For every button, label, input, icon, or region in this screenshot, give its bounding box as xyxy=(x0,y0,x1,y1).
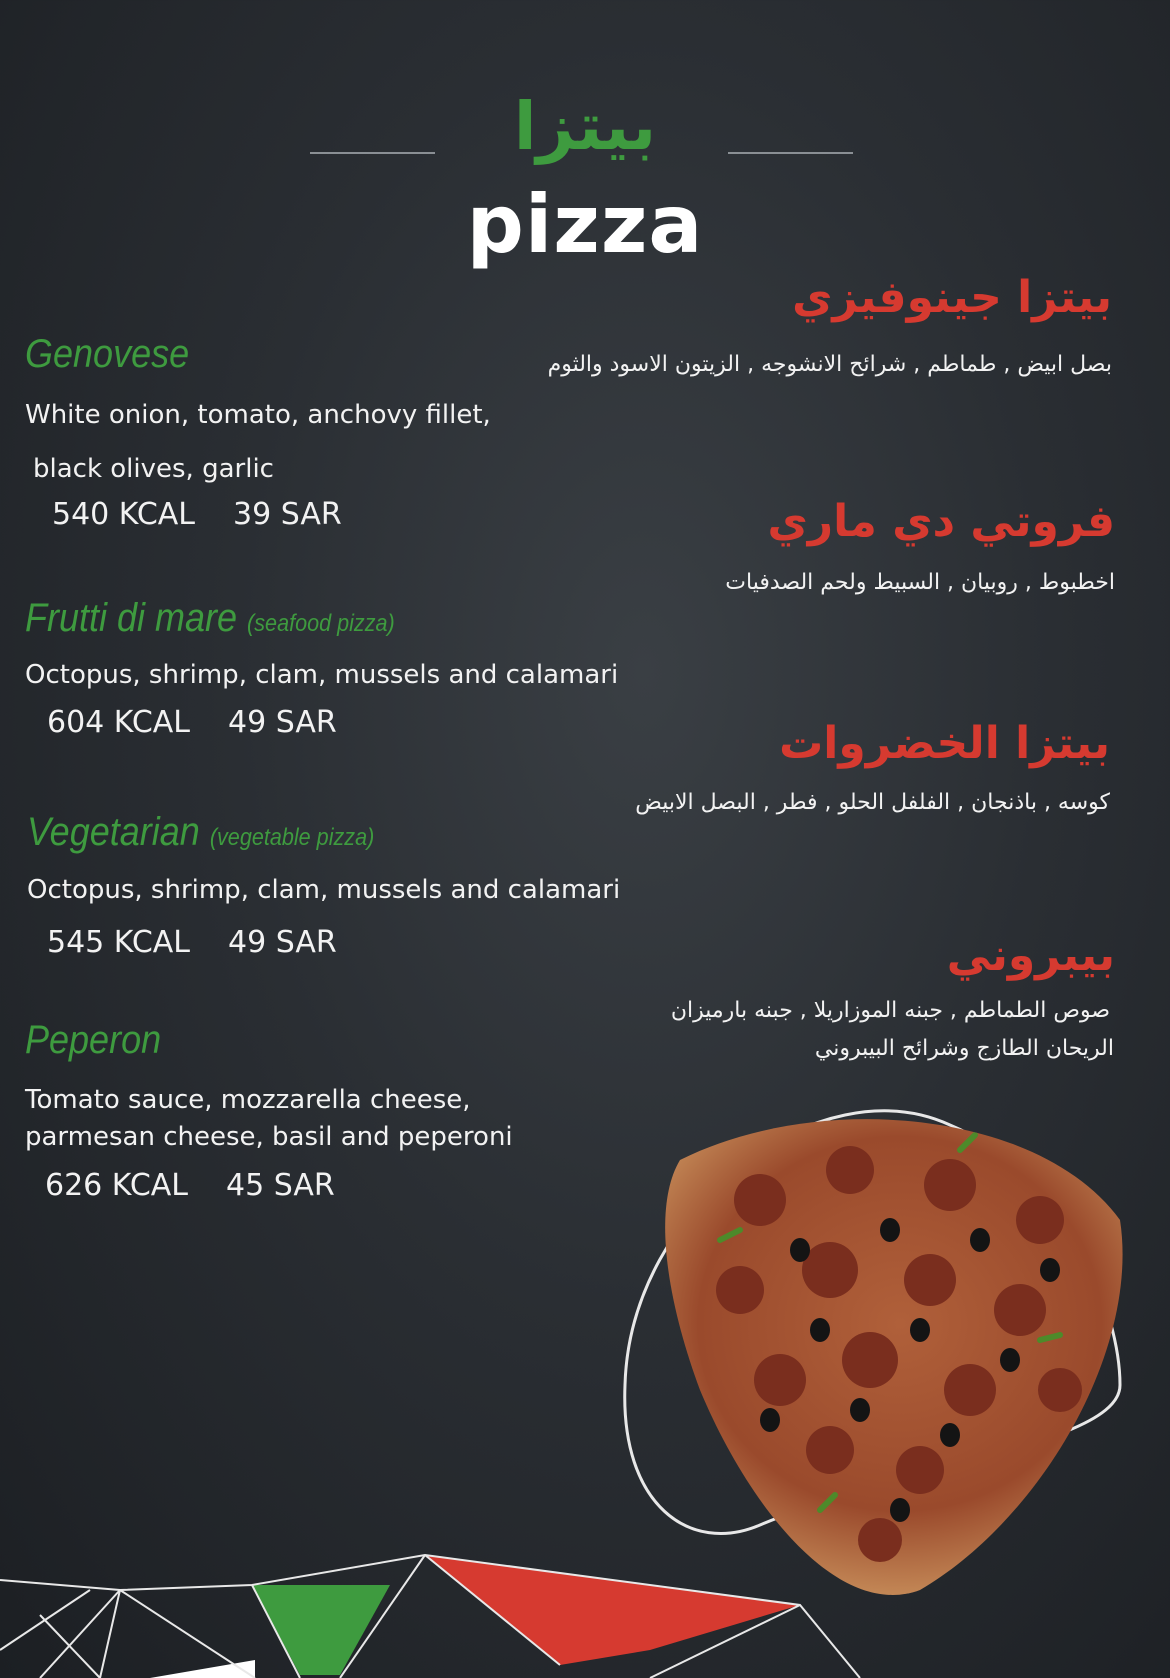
item-peperon-desc-line2: parmesan cheese, basil and peperoni xyxy=(25,1122,513,1152)
item-vegetarian-name: Vegetarian (vegetable pizza) xyxy=(27,810,375,854)
item-frutti-name: Frutti di mare (seafood pizza) xyxy=(25,596,395,640)
item-vegetarian-kcal: 545 KCAL xyxy=(47,925,191,960)
item-genovese-kcal: 540 KCAL xyxy=(52,497,196,532)
item-peperon-kcal: 626 KCAL xyxy=(45,1168,189,1203)
item-peperon-desc-ar-line2: الريحان الطازج وشرائح البيبروني xyxy=(814,1036,1114,1061)
item-peperon-name-ar: بيبروني xyxy=(946,930,1115,981)
item-frutti-price: 49 SAR xyxy=(228,705,337,740)
flag-decoration-icon xyxy=(0,1540,900,1678)
item-vegetarian-sub: (vegetable pizza) xyxy=(209,824,375,851)
item-frutti-desc-ar: اخطبوط , روبيان , السبيط ولحم الصدفيات xyxy=(725,570,1115,595)
item-frutti-sub: (seafood pizza) xyxy=(247,610,395,637)
item-frutti-desc: Octopus, shrimp, clam, mussels and calamari xyxy=(25,660,619,690)
item-peperon-price-row xyxy=(45,1168,335,1203)
item-vegetarian-name-ar: بيتزا الخضروات xyxy=(779,718,1110,769)
item-vegetarian-desc: Octopus, shrimp, clam, mussels and calamari xyxy=(27,875,621,905)
item-vegetarian-price: 49 SAR xyxy=(228,925,337,960)
pizza-photo-icon xyxy=(620,1090,1170,1610)
item-peperon-desc-ar-line1: صوص الطماطم , جبنه الموزاريلا , جبنه بارميزان xyxy=(670,998,1110,1023)
item-genovese-price: 39 SAR xyxy=(233,497,342,532)
item-peperon-price: 45 SAR xyxy=(226,1168,335,1203)
item-genovese-desc-ar: بصل ابيض , طماطم , شرائح الانشوجه , الزيتون الاسود والثوم xyxy=(547,352,1112,377)
item-genovese-desc-line1: White onion, tomato, anchovy fillet, xyxy=(25,400,491,430)
item-peperon-name: Peperon xyxy=(25,1018,162,1062)
item-genovese-name-ar: بيتزا جينوفيزي xyxy=(792,272,1112,323)
item-genovese-name: Genovese xyxy=(25,332,190,376)
item-frutti-kcal: 604 KCAL xyxy=(47,705,191,740)
title-arabic: بيتزا xyxy=(513,88,657,165)
item-vegetarian-price-row xyxy=(47,925,337,960)
item-genovese-price-row xyxy=(52,497,342,532)
item-genovese-desc-line2: black olives, garlic xyxy=(33,454,274,484)
item-peperon-desc-line1: Tomato sauce, mozzarella cheese, xyxy=(25,1085,471,1115)
item-vegetarian-desc-ar: كوسه , باذنجان , الفلفل الحلو , فطر , البصل الابيض xyxy=(635,790,1110,815)
item-frutti-price-row xyxy=(47,705,337,740)
item-frutti-name-ar: فروتي دي ماري xyxy=(767,496,1115,547)
title-english: pizza xyxy=(466,178,704,271)
